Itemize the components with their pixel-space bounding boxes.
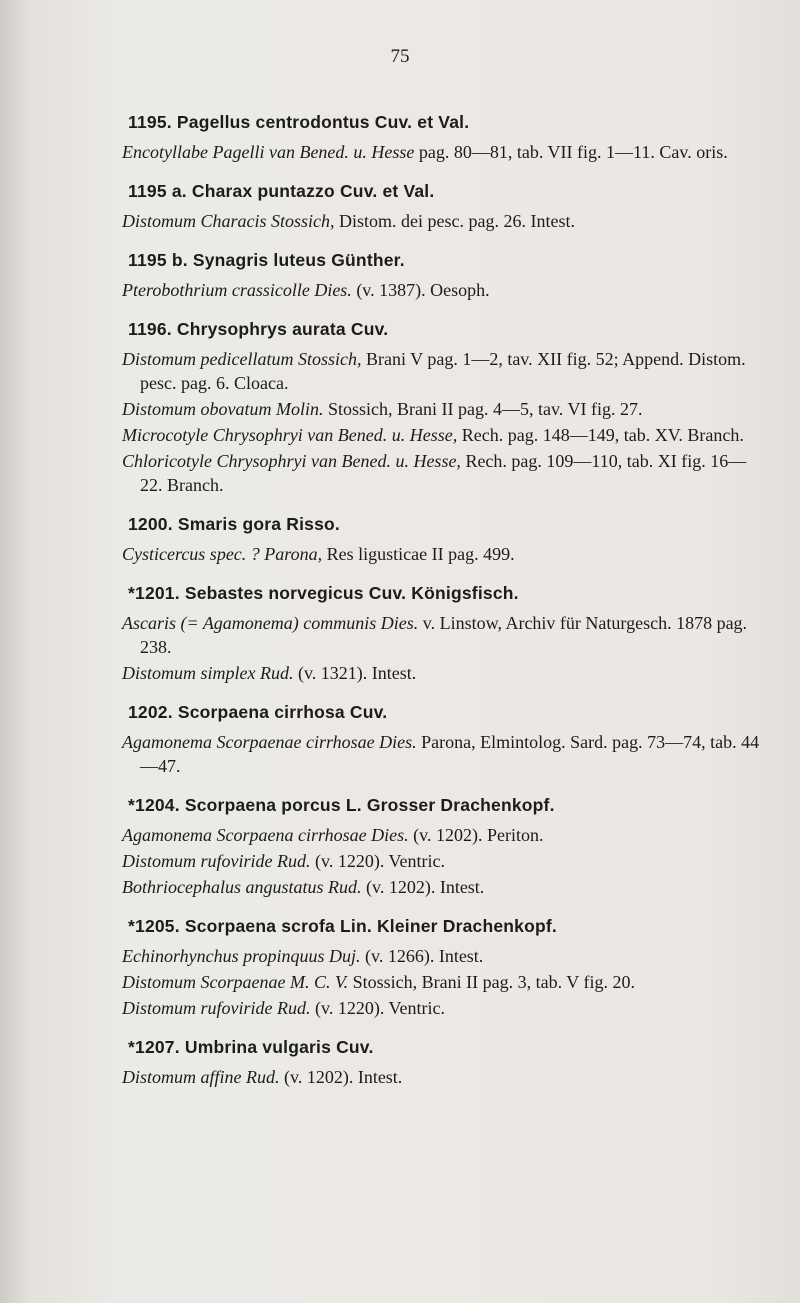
parasite-name: Distomum rufoviride Rud.: [122, 851, 311, 871]
parasite-name: Microcotyle Chrysophryi van Bened. u. Hesse,: [122, 425, 458, 445]
parasite-reference: [122, 996, 762, 1020]
species-entry: [122, 250, 762, 302]
entry-heading: 1195 a. Charax puntazzo Cuv. et Val.: [128, 181, 435, 201]
parasite-reference: [122, 875, 762, 899]
parasite-name: Distomum Characis Stossich,: [122, 211, 335, 231]
citation-text: Rech. pag. 109—110, tab. XI fig. 16—22. Branch.: [140, 451, 747, 495]
parasite-reference: [122, 661, 762, 685]
species-entry: [122, 795, 762, 899]
parasite-reference: [122, 140, 762, 164]
citation-text: Stossich, Brani II pag. 3, tab. V fig. 20.: [348, 972, 635, 992]
citation-text: Rech. pag. 148—149, tab. XV. Branch.: [457, 425, 744, 445]
citation-text: (v. 1202). Intest.: [361, 877, 485, 897]
parasite-reference: [122, 823, 762, 847]
parasite-reference: [122, 730, 762, 778]
parasite-reference: [122, 209, 762, 233]
parasite-name: Distomum affine Rud.: [122, 1067, 280, 1087]
species-entry: [122, 319, 762, 497]
parasite-reference: [122, 944, 762, 968]
parasite-name: Distomum simplex Rud.: [122, 663, 294, 683]
citation-text: Brani V pag. 1—2, tav. XII fig. 52; Append. Distom. pesc. pag. 6. Cloaca.: [140, 349, 746, 393]
species-entry: [122, 1037, 762, 1089]
entry-heading: 1195 b. Synagris luteus Günther.: [128, 250, 405, 270]
parasite-name: Agamonema Scorpaenae cirrhosae Dies.: [122, 732, 417, 752]
species-entry: [122, 112, 762, 164]
parasite-reference: [122, 1065, 762, 1089]
entry-heading: 1195. Pagellus centrodontus Cuv. et Val.: [128, 112, 470, 132]
parasite-name: Distomum obovatum Molin.: [122, 399, 324, 419]
entry-heading: *1205. Scorpaena scrofa Lin. Kleiner Drachenkopf.: [128, 916, 557, 936]
entry-list: [122, 112, 762, 1106]
parasite-name: Cysticercus spec. ? Parona,: [122, 544, 323, 564]
species-entry: [122, 702, 762, 778]
parasite-reference: [122, 397, 762, 421]
parasite-reference: [122, 970, 762, 994]
parasite-reference: [122, 278, 762, 302]
citation-text: Res ligusticae II pag. 499.: [322, 544, 515, 564]
parasite-name: Encotyllabe Pagelli van Bened. u. Hesse: [122, 142, 415, 162]
parasite-name: Distomum pedicellatum Stossich,: [122, 349, 362, 369]
citation-text: (v. 1202). Intest.: [279, 1067, 403, 1087]
species-entry: [122, 583, 762, 685]
parasite-reference: [122, 449, 762, 497]
parasite-name: Ascaris (= Agamonema) communis Dies.: [122, 613, 419, 633]
citation-text: Stossich, Brani II pag. 4—5, tav. VI fig. 27.: [323, 399, 643, 419]
entry-heading: 1200. Smaris gora Risso.: [128, 514, 340, 534]
entry-heading: *1201. Sebastes norvegicus Cuv. Königsfisch.: [128, 583, 519, 603]
parasite-name: Echinorhynchus propinquus Duj.: [122, 946, 361, 966]
citation-text: (v. 1321). Intest.: [293, 663, 417, 683]
parasite-reference: [122, 849, 762, 873]
entry-heading: *1207. Umbrina vulgaris Cuv.: [128, 1037, 374, 1057]
citation-text: (v. 1220). Ventric.: [310, 998, 445, 1018]
entry-heading: 1196. Chrysophrys aurata Cuv.: [128, 319, 389, 339]
parasite-reference: [122, 542, 762, 566]
entry-heading: 1202. Scorpaena cirrhosa Cuv.: [128, 702, 388, 722]
citation-text: (v. 1387). Oesoph.: [351, 280, 490, 300]
citation-text: Parona, Elmintolog. Sard. pag. 73—74, tab. 44—47.: [140, 732, 760, 776]
parasite-name: Bothriocephalus angustatus Rud.: [122, 877, 362, 897]
parasite-name: Distomum rufoviride Rud.: [122, 998, 311, 1018]
parasite-name: Pterobothrium crassicolle Dies.: [122, 280, 352, 300]
parasite-name: Chloricotyle Chrysophryi van Bened. u. Hesse,: [122, 451, 461, 471]
entry-heading: *1204. Scorpaena porcus L. Grosser Drachenkopf.: [128, 795, 555, 815]
parasite-reference: [122, 423, 762, 447]
parasite-name: Agamonema Scorpaena cirrhosae Dies.: [122, 825, 409, 845]
citation-text: Distom. dei pesc. pag. 26. Intest.: [334, 211, 575, 231]
species-entry: [122, 181, 762, 233]
parasite-reference: [122, 347, 762, 395]
citation-text: (v. 1266). Intest.: [360, 946, 484, 966]
citation-text: v. Linstow, Archiv für Naturgesch. 1878 pag. 238.: [140, 613, 748, 657]
species-entry: [122, 514, 762, 566]
parasite-reference: [122, 611, 762, 659]
page-number: 75: [390, 46, 410, 67]
species-entry: [122, 916, 762, 1020]
parasite-name: Distomum Scorpaenae M. C. V.: [122, 972, 349, 992]
citation-text: (v. 1202). Periton.: [408, 825, 544, 845]
citation-text: pag. 80—81, tab. VII fig. 1—11. Cav. oris.: [414, 142, 728, 162]
citation-text: (v. 1220). Ventric.: [310, 851, 445, 871]
